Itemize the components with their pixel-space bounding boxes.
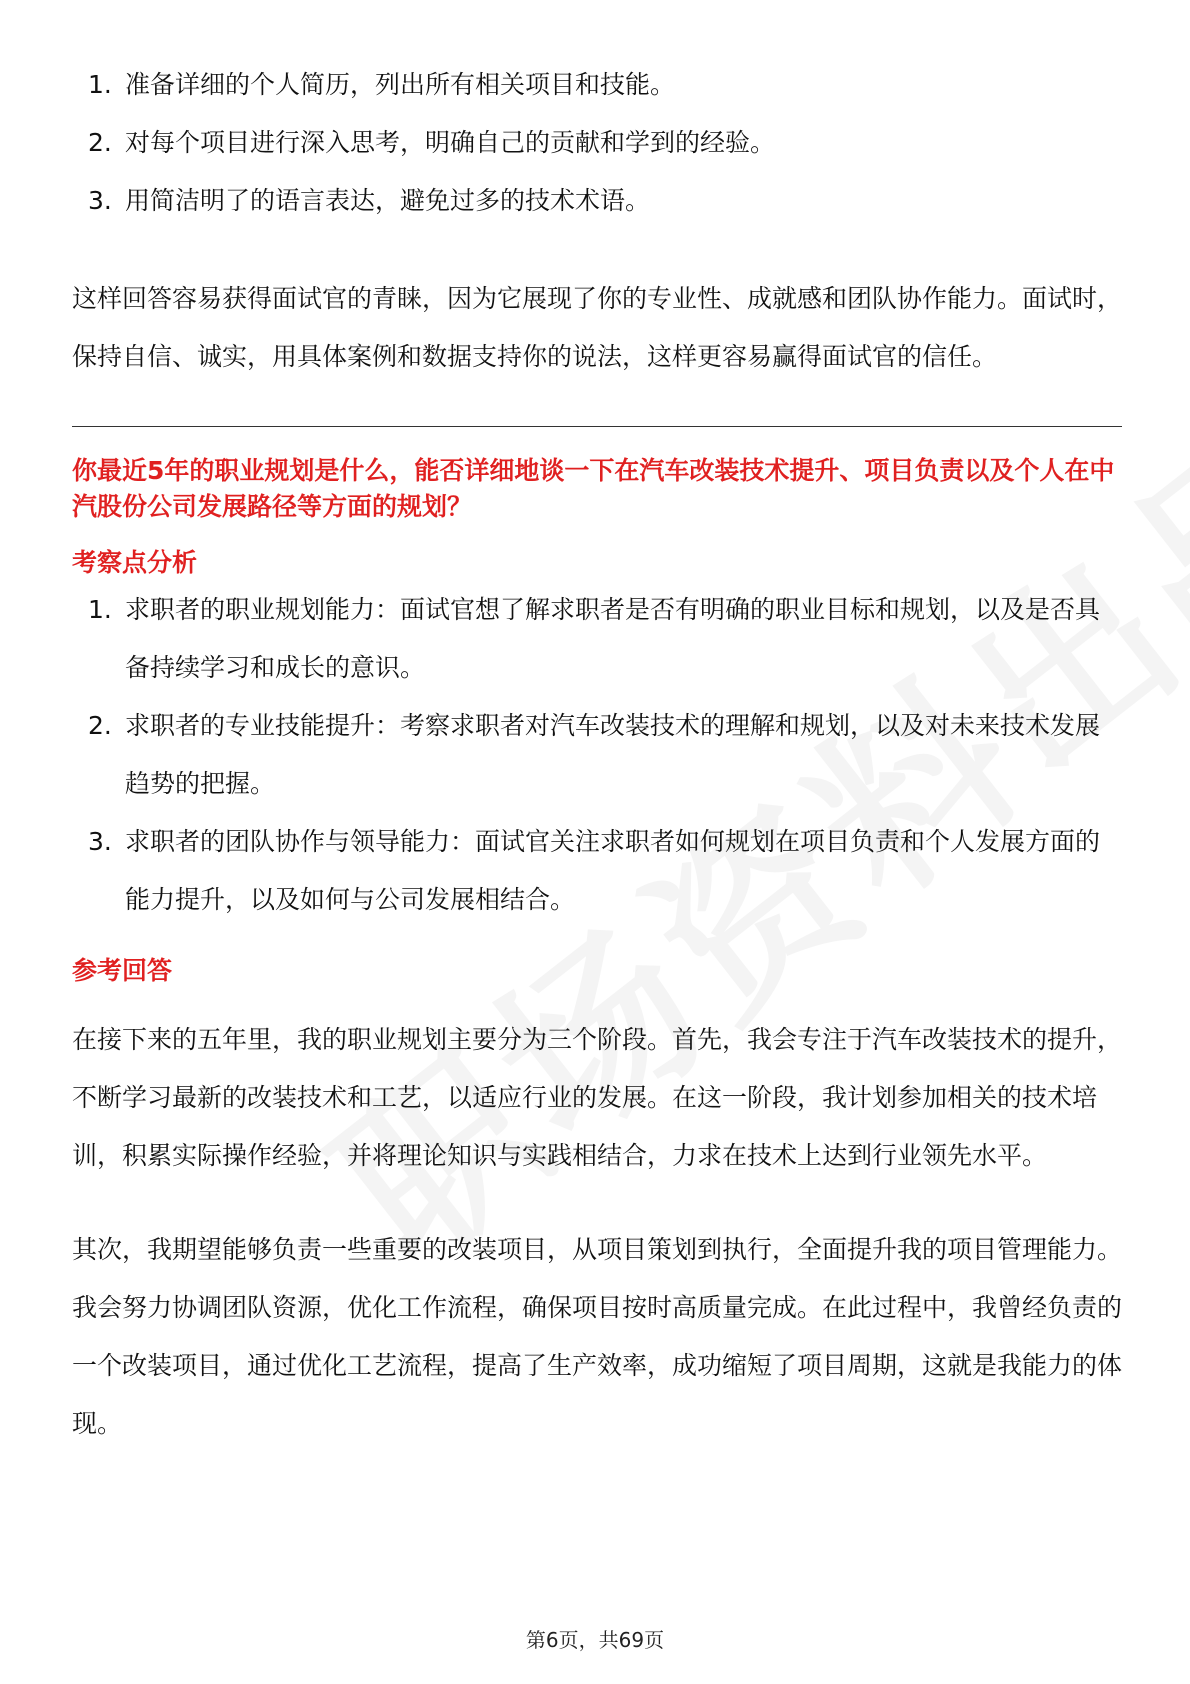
list-item-text: 对每个项目进行深入思考，明确自己的贡献和学到的经验。 — [125, 128, 776, 157]
answer-heading: 参考回答 — [72, 956, 173, 985]
list-number: 3. — [88, 186, 112, 215]
top-numbered-list — [72, 56, 1122, 230]
list-item — [72, 813, 1122, 929]
list-item — [72, 56, 1122, 114]
list-item-text: 准备详细的个人简历，列出所有相关项目和技能。 — [125, 70, 676, 99]
page-content — [72, 56, 1122, 1453]
list-item — [72, 172, 1122, 230]
list-item-text: 用简洁明了的语言表达，避免过多的技术术语。 — [125, 186, 651, 215]
list-number: 1. — [88, 70, 112, 99]
summary-paragraph: 这样回答容易获得面试官的青睐，因为它展现了你的专业性、成就感和团队协作能力。面试时，保持自信、诚实，用具体案例和数据支持你的说法，这样更容易赢得面试官的信任。 — [72, 284, 1123, 371]
list-item-text: 求职者的职业规划能力：面试官想了解求职者是否有明确的职业目标和规划，以及是否具备持续学习和成长的意识。 — [125, 595, 1101, 682]
list-item — [72, 697, 1122, 813]
analysis-list — [72, 581, 1122, 929]
list-number: 2. — [88, 711, 112, 740]
answer-paragraph: 其次，我期望能够负责一些重要的改装项目，从项目策划到执行，全面提升我的项目管理能力。我会努力协调团队资源，优化工作流程，确保项目按时高质量完成。在此过程中，我曾经负责的一个改装项目，通过优化工艺流程，提高了生产效率，成功缩短了项目周期，这就是我能力的体现。 — [72, 1235, 1123, 1438]
list-item — [72, 114, 1122, 172]
list-item-text: 求职者的团队协作与领导能力：面试官关注求职者如何规划在项目负责和个人发展方面的能力提升，以及如何与公司发展相结合。 — [125, 827, 1101, 914]
page-number: 第6页，共69页 — [525, 1628, 665, 1652]
section-divider — [72, 426, 1122, 427]
answer-paragraph: 在接下来的五年里，我的职业规划主要分为三个阶段。首先，我会专注于汽车改装技术的提升，不断学习最新的改装技术和工艺，以适应行业的发展。在这一阶段，我计划参加相关的技术培训，积累实际操作经验，并将理论知识与实践相结合，力求在技术上达到行业领先水平。 — [72, 1025, 1123, 1170]
list-item-text: 求职者的专业技能提升：考察求职者对汽车改装技术的理解和规划，以及对未来技术发展趋势的把握。 — [125, 711, 1101, 798]
list-number: 2. — [88, 128, 112, 157]
question-title: 你最近5年的职业规划是什么，能否详细地谈一下在汽车改装技术提升、项目负责以及个人在中汽股份公司发展路径等方面的规划？ — [72, 456, 1115, 521]
analysis-heading: 考察点分析 — [72, 548, 198, 577]
list-number: 3. — [88, 827, 112, 856]
list-number: 1. — [88, 595, 112, 624]
list-item — [72, 581, 1122, 697]
